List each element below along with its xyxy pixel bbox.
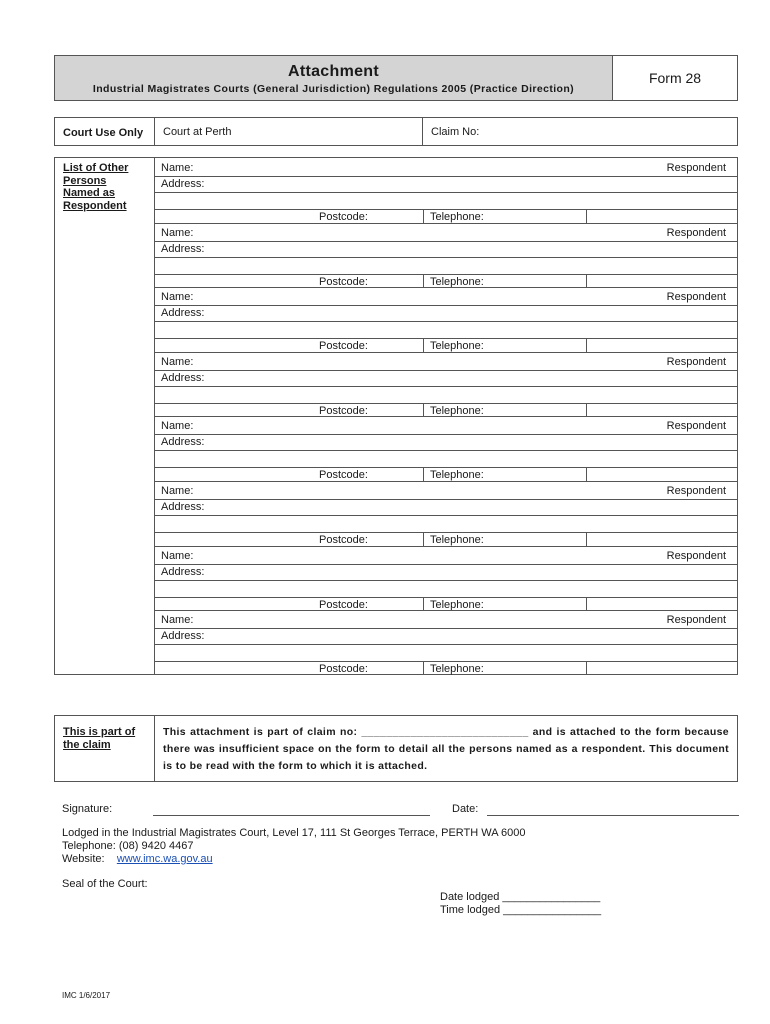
postcode-field[interactable] [423,209,424,223]
name-field[interactable] [155,434,737,435]
name-label: Name: [161,614,194,627]
time-lodged-field[interactable]: Time lodged ________________ [440,904,602,916]
telephone-field[interactable] [586,532,587,546]
respondent-entry [155,352,737,417]
address-field[interactable] [155,192,737,193]
respondent-entry [155,416,737,481]
address-label: Address: [161,501,205,513]
respondent-tag: Respondent [666,614,726,627]
name-label: Name: [161,162,194,174]
address-field-line2[interactable] [155,338,737,339]
name-field[interactable] [155,176,737,177]
name-label: Name: [161,226,194,239]
name-field[interactable] [155,499,737,500]
respondent-tag: Respondent [666,420,726,433]
address-label: Address: [161,565,205,578]
signature-field[interactable] [153,815,430,816]
postcode-field[interactable] [423,274,424,288]
respondent-list-label-line: Named as [63,187,115,199]
form-version-code: IMC 1/6/2017 [62,991,111,1000]
entry-divider [155,546,737,547]
postcode-label: Postcode: [319,534,368,546]
respondent-list-table [54,157,738,675]
address-field[interactable] [155,386,737,387]
telephone-field[interactable] [586,338,587,352]
website-row [62,853,525,866]
telephone-field[interactable] [586,403,587,417]
name-label: Name: [161,549,194,562]
telephone-label: Telephone: [430,275,484,288]
telephone-label: Telephone: [430,211,484,223]
address-field-line2[interactable] [155,532,737,533]
postcode-field[interactable] [423,467,424,481]
postcode-field[interactable] [423,661,424,675]
respondent-entry [155,546,737,611]
claim-number-field[interactable]: Claim No: [431,126,480,138]
form-header [54,55,738,101]
header-title-cell [55,56,613,100]
address-field[interactable] [155,321,737,322]
respondent-entry [155,610,737,675]
respondent-entry [155,481,737,546]
address-label: Address: [161,371,205,384]
name-label: Name: [161,420,194,433]
name-label: Name: [161,355,194,368]
respondent-entries [155,158,737,674]
telephone-field[interactable] [586,209,587,223]
respondent-entry [155,287,737,352]
postcode-field[interactable] [423,403,424,417]
court-use-label: Court Use Only [55,118,155,145]
claim-attachment-statement: This attachment is part of claim no: ___________________________ and is attached to the form because there was insufficient space on the form to detail all the persons named as a respondent. This document is to be read with the form to which it is attached. [163,726,729,772]
name-label: Name: [161,485,194,497]
postcode-label: Postcode: [319,275,368,288]
address-label: Address: [161,242,205,255]
telephone-field[interactable] [586,467,587,481]
claim-attachment-box [54,715,738,782]
postcode-field[interactable] [423,597,424,611]
address-field-line2[interactable] [155,467,737,468]
postcode-field[interactable] [423,532,424,546]
respondent-tag: Respondent [666,485,726,497]
address-field-line2[interactable] [155,403,737,404]
postcode-label: Postcode: [319,404,368,417]
address-field[interactable] [155,515,737,516]
seal-of-court-label: Seal of the Court: [62,878,148,890]
entry-divider [155,287,737,288]
address-field[interactable] [155,257,737,258]
telephone-label: Telephone: [430,340,484,353]
respondent-tag: Respondent [666,162,726,174]
address-field-line2[interactable] [155,597,737,598]
date-field[interactable] [487,815,739,816]
address-field[interactable] [155,580,737,581]
claim-label-line: This is part of [63,726,136,738]
lodgement-details [62,827,525,866]
name-field[interactable] [155,305,737,306]
address-label: Address: [161,436,205,449]
address-field-line2[interactable] [155,209,737,210]
telephone-label: Telephone: [430,469,484,482]
date-label: Date: [452,803,479,815]
form-title: Attachment [287,63,379,80]
telephone-label: Telephone: [430,404,484,417]
address-field[interactable] [155,450,737,451]
court-use-row [54,117,738,146]
respondent-list-label-line: Persons [63,174,107,187]
date-lodged-field[interactable]: Date lodged ________________ [440,891,601,903]
form-number: Form 28 [648,70,702,86]
date-time-lodged [440,891,601,917]
lodgement-address: Lodged in the Industrial Magistrates Court, Level 17, 111 St Georges Terrace, PERTH WA 6000 [62,827,526,839]
postcode-field[interactable] [423,338,424,352]
telephone-field[interactable] [586,597,587,611]
address-label: Address: [161,178,205,190]
postcode-label: Postcode: [319,211,368,223]
respondent-tag: Respondent [666,226,726,239]
postcode-label: Postcode: [319,663,368,676]
address-label: Address: [161,630,205,643]
name-label: Name: [161,291,194,304]
respondent-list-label-line: Respondent [63,199,127,212]
respondent-list-label [55,158,155,674]
address-field[interactable] [155,644,737,645]
claim-attachment-label [55,716,155,781]
name-field[interactable] [155,241,737,242]
claim-label-line: the claim [63,739,111,751]
telephone-label: Telephone: [430,534,484,546]
telephone-field[interactable] [586,661,587,675]
respondent-entry [155,158,737,223]
postcode-label: Postcode: [319,340,368,353]
website-label: Website: [62,853,105,865]
respondent-tag: Respondent [666,291,726,304]
telephone-field[interactable] [586,274,587,288]
entry-divider [155,610,737,611]
court-telephone: Telephone: (08) 9420 4467 [62,840,194,852]
entry-divider [155,223,737,224]
respondent-tag: Respondent [666,549,726,562]
postcode-label: Postcode: [319,598,368,611]
entry-divider [155,352,737,353]
respondent-tag: Respondent [666,355,726,368]
entry-divider [155,481,737,482]
website-link[interactable]: www.imc.wa.gov.au [116,853,213,865]
court-location-field[interactable]: Court at Perth [155,118,423,145]
entry-divider [155,416,737,417]
signature-label: Signature: [62,803,113,815]
name-field[interactable] [155,564,737,565]
respondent-list-label-line: List of Other [63,162,129,174]
telephone-label: Telephone: [430,663,484,676]
name-field[interactable] [155,370,737,371]
regulations-subtitle: Industrial Magistrates Courts (General Jurisdiction) Regulations 2005 (Practice Direction) [92,83,575,95]
address-label: Address: [161,307,205,320]
address-field-line2[interactable] [155,274,737,275]
respondent-entry [155,223,737,288]
telephone-label: Telephone: [430,598,484,611]
address-field-line2[interactable] [155,661,737,662]
postcode-label: Postcode: [319,469,368,482]
name-field[interactable] [155,628,737,629]
